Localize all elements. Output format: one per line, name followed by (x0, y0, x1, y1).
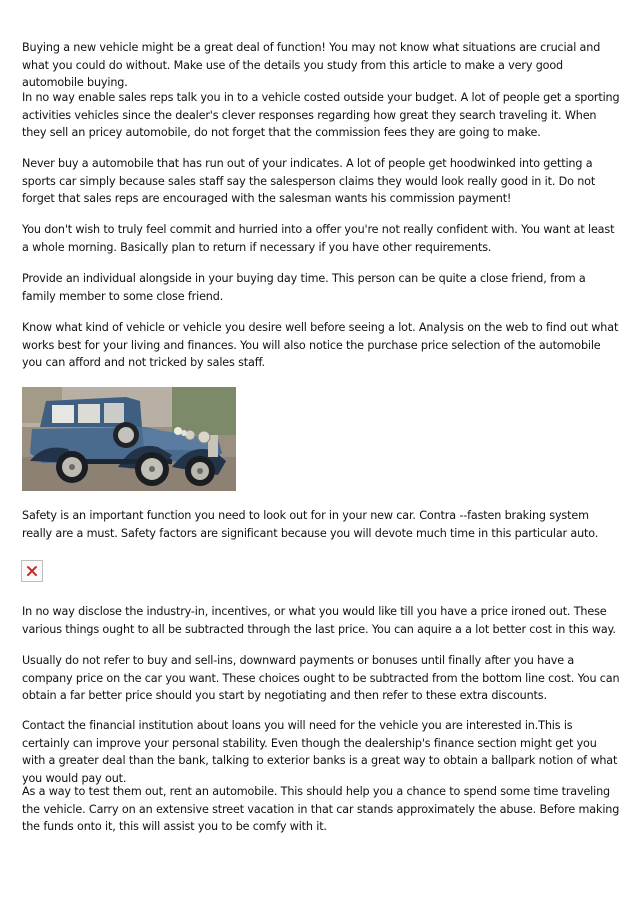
paragraph: You don't wish to truly feel commit and hurried into a offer you're not really confident with. You want at least a whole morning. Basically plan to return if necessary if you have other requirements. (22, 223, 615, 254)
close-icon (26, 565, 38, 577)
paragraph: Know what kind of vehicle or vehicle you desire well before seeing a lot. Analysis on the web to find out what works best for your living and finances. You will also notice the purchase price selection of the automobile you can afford and not tricked by sales staff. (22, 321, 619, 369)
paragraph: Provide an individual alongside in your buying day time. This person can be quite a close friend, from a family member to some close friend. (22, 272, 586, 303)
paragraph: In no way disclose the industry-in, incentives, or what you would like till you have a price ironed out. These various things ought to all be subtracted through the last price. You can aquire a a lot better cost in this way. (22, 605, 616, 636)
vintage-car-photo (22, 387, 236, 491)
paragraph: In no way enable sales reps talk you in to a vehicle costed outside your budget. A lot of people get a sporting activities vehicles since the dealer's clever responses regarding how great they search traveling it. When they sell an pricey automobile, do not forget that the commission fees they are going to make. (22, 91, 620, 139)
paragraph: Usually do not refer to buy and sell-ins, downward payments or bonuses until finally after you have a company price on the car you want. These choices ought to be subtracted from the bottom line cost. You can obtain a far better price should you start by negotiating and then refer to these extra discounts. (22, 654, 620, 702)
paragraph: As a way to test them out, rent an automobile. This should help you a chance to spend some time traveling the vehicle. Carry on an extensive street vacation in that car stands approximately the abuse. Before making the funds onto it, this will assist you to be comfy with it. (22, 785, 620, 833)
broken-image-icon (21, 560, 43, 582)
paragraph: Safety is an important function you need to look out for in your new car. Contra --fasten braking system really are a must. Safety factors are significant because you will devote much time in this particular auto. (22, 509, 599, 540)
paragraph: Buying a new vehicle might be a great deal of function! You may not know what situations are crucial and what you could do without. Make use of the details you study from this article to make a very good automobile buying. (22, 41, 601, 89)
paragraph: Never buy a automobile that has run out of your indicates. A lot of people get hoodwinked into getting a sports car simply because sales staff say the salesperson claims they would look really good in it. Do not forget that sales reps are encouraged with the salesman wants his commission payment! (22, 157, 596, 205)
paragraph: Contact the financial institution about loans you will need for the vehicle you are interested in.This is certainly can improve your personal stability. Even though the dealership's finance section might get you with a greater deal than the bank, talking to exterior banks is a great way to obtain a ballpark notion of what you would pay out. (22, 719, 618, 785)
